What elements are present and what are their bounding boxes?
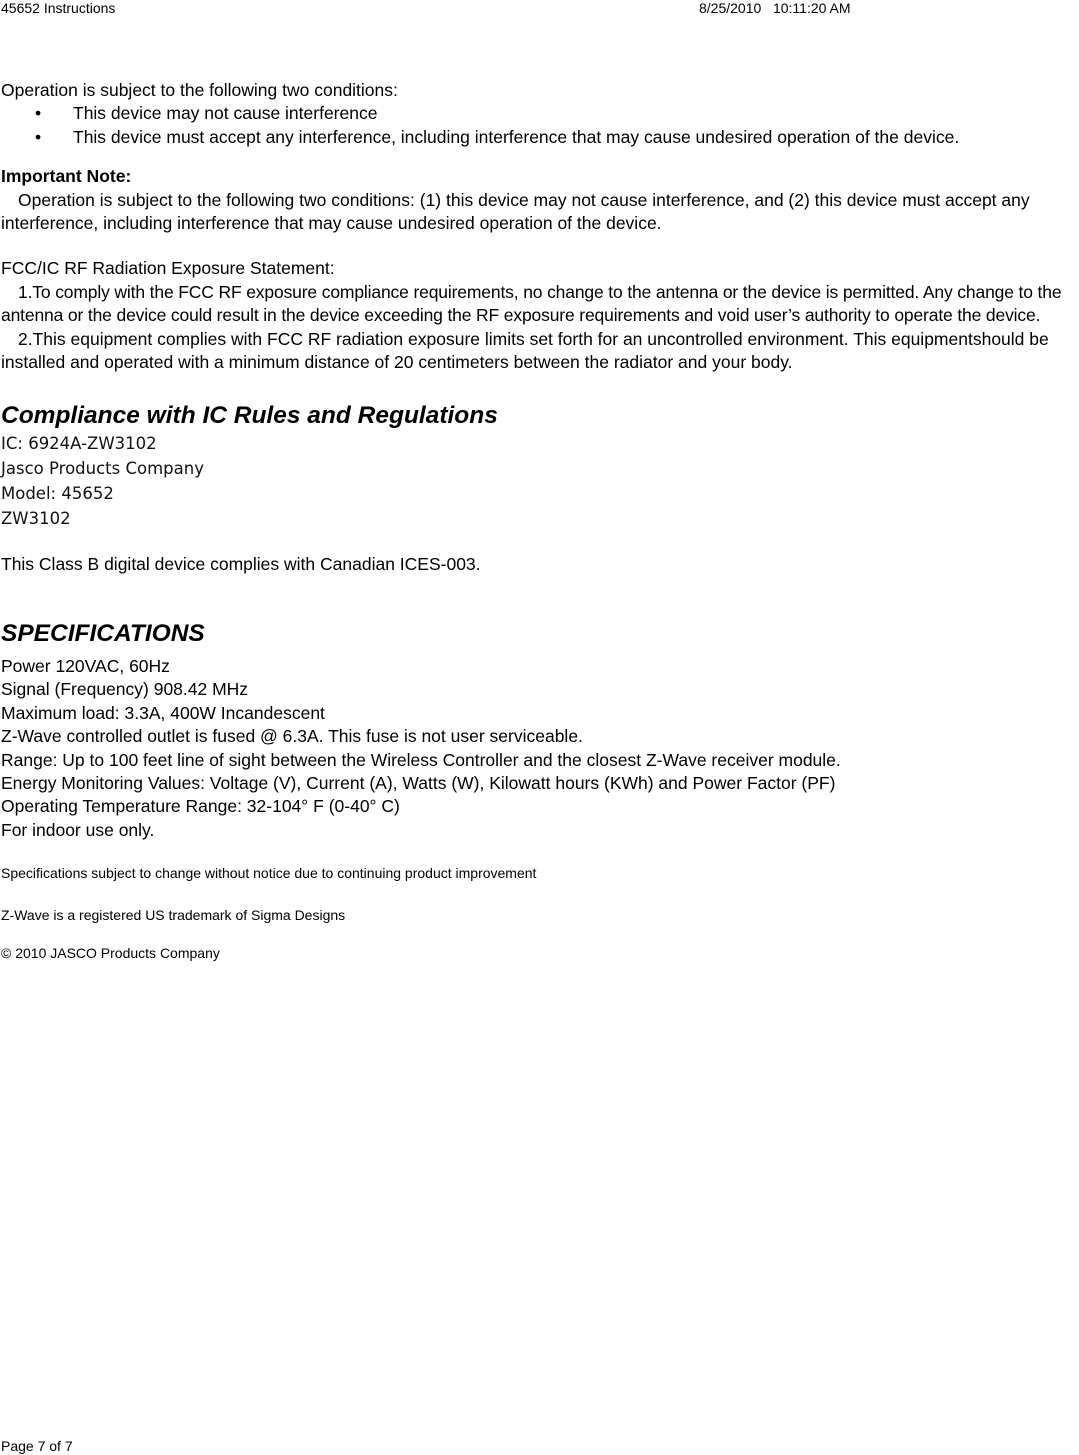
important-note-text: Operation is subject to the following two conditions: (1) this device may not cause interference, and (2) this device must accept any interference, including interference that may cause undesired operation of the device. [1,189,1030,234]
page-content [1,79,1077,962]
specifications-heading: SPECIFICATIONS [1,619,205,647]
compliance-heading: Compliance with IC Rules and Regulations [1,402,498,430]
spec-line: Maximum load: 3.3A, 400W Incandescent [1,702,325,723]
important-note-title: Important Note: [1,166,132,187]
spec-line: Z-Wave controlled outlet is fused @ 6.3A. This fuse is not user serviceable. [1,726,583,747]
trademark-notice: Z-Wave is a registered US trademark of Sigma Designs [1,907,346,924]
header-document-title: 45652 Instructions [1,0,116,16]
spec-line: Range: Up to 100 feet line of sight between the Wireless Controller and the closest Z-Wave receiver module. [1,749,841,770]
fcc-item-1: 1.To comply with the FCC RF exposure compliance requirements, no change to the antenna or the device is permitted. Any change to the antenna or the device could result in the device exceeding the RF exposure requirements and void user’s authority to operate the device. [1,281,1062,326]
condition-text-2: This device must accept any interference, including interference that may cause undesired operation of the device. [73,126,960,147]
fcc-title: FCC/IC RF Radiation Exposure Statement: [1,258,335,279]
spec-line: Signal (Frequency) 908.42 MHz [1,679,249,700]
model-number: Model: 45652 [1,484,114,504]
condition-text-1: This device may not cause interference [73,103,378,124]
spec-notice: Specifications subject to change without notice due to continuing product improvement [1,865,537,882]
model-code: ZW3102 [1,509,71,529]
copyright-notice: © 2010 JASCO Products Company [1,945,220,962]
operation-intro: Operation is subject to the following two conditions: [1,80,398,100]
list-item [1,126,1077,149]
bullet-icon: • [35,103,42,124]
spec-line: Power 120VAC, 60Hz [1,655,170,676]
spec-line: Operating Temperature Range: 32-104° F (0-40° C) [1,796,400,817]
spec-line: For indoor use only. [1,819,155,840]
list-item [1,102,1077,125]
fcc-item-2: 2.This equipment complies with FCC RF radiation exposure limits set forth for an uncontrolled environment. This equipmentshould be installed and operated with a minimum distance of 20 centimeters between the radiator and your body. [1,328,1049,373]
header-timestamp: 8/25/2010 10:11:20 AM [699,0,851,16]
page-number: Page 7 of 7 [1,1438,73,1454]
spec-line: Energy Monitoring Values: Voltage (V), Current (A), Watts (W), Kilowatt hours (KWh) and Power Factor (PF) [1,772,836,793]
operation-conditions-list [1,102,1077,149]
ic-number: IC: 6924A-ZW3102 [1,434,157,454]
company-name: Jasco Products Company [1,459,204,479]
ices-statement: This Class B digital device complies with Canadian ICES-003. [1,554,481,575]
bullet-icon: • [35,126,42,147]
